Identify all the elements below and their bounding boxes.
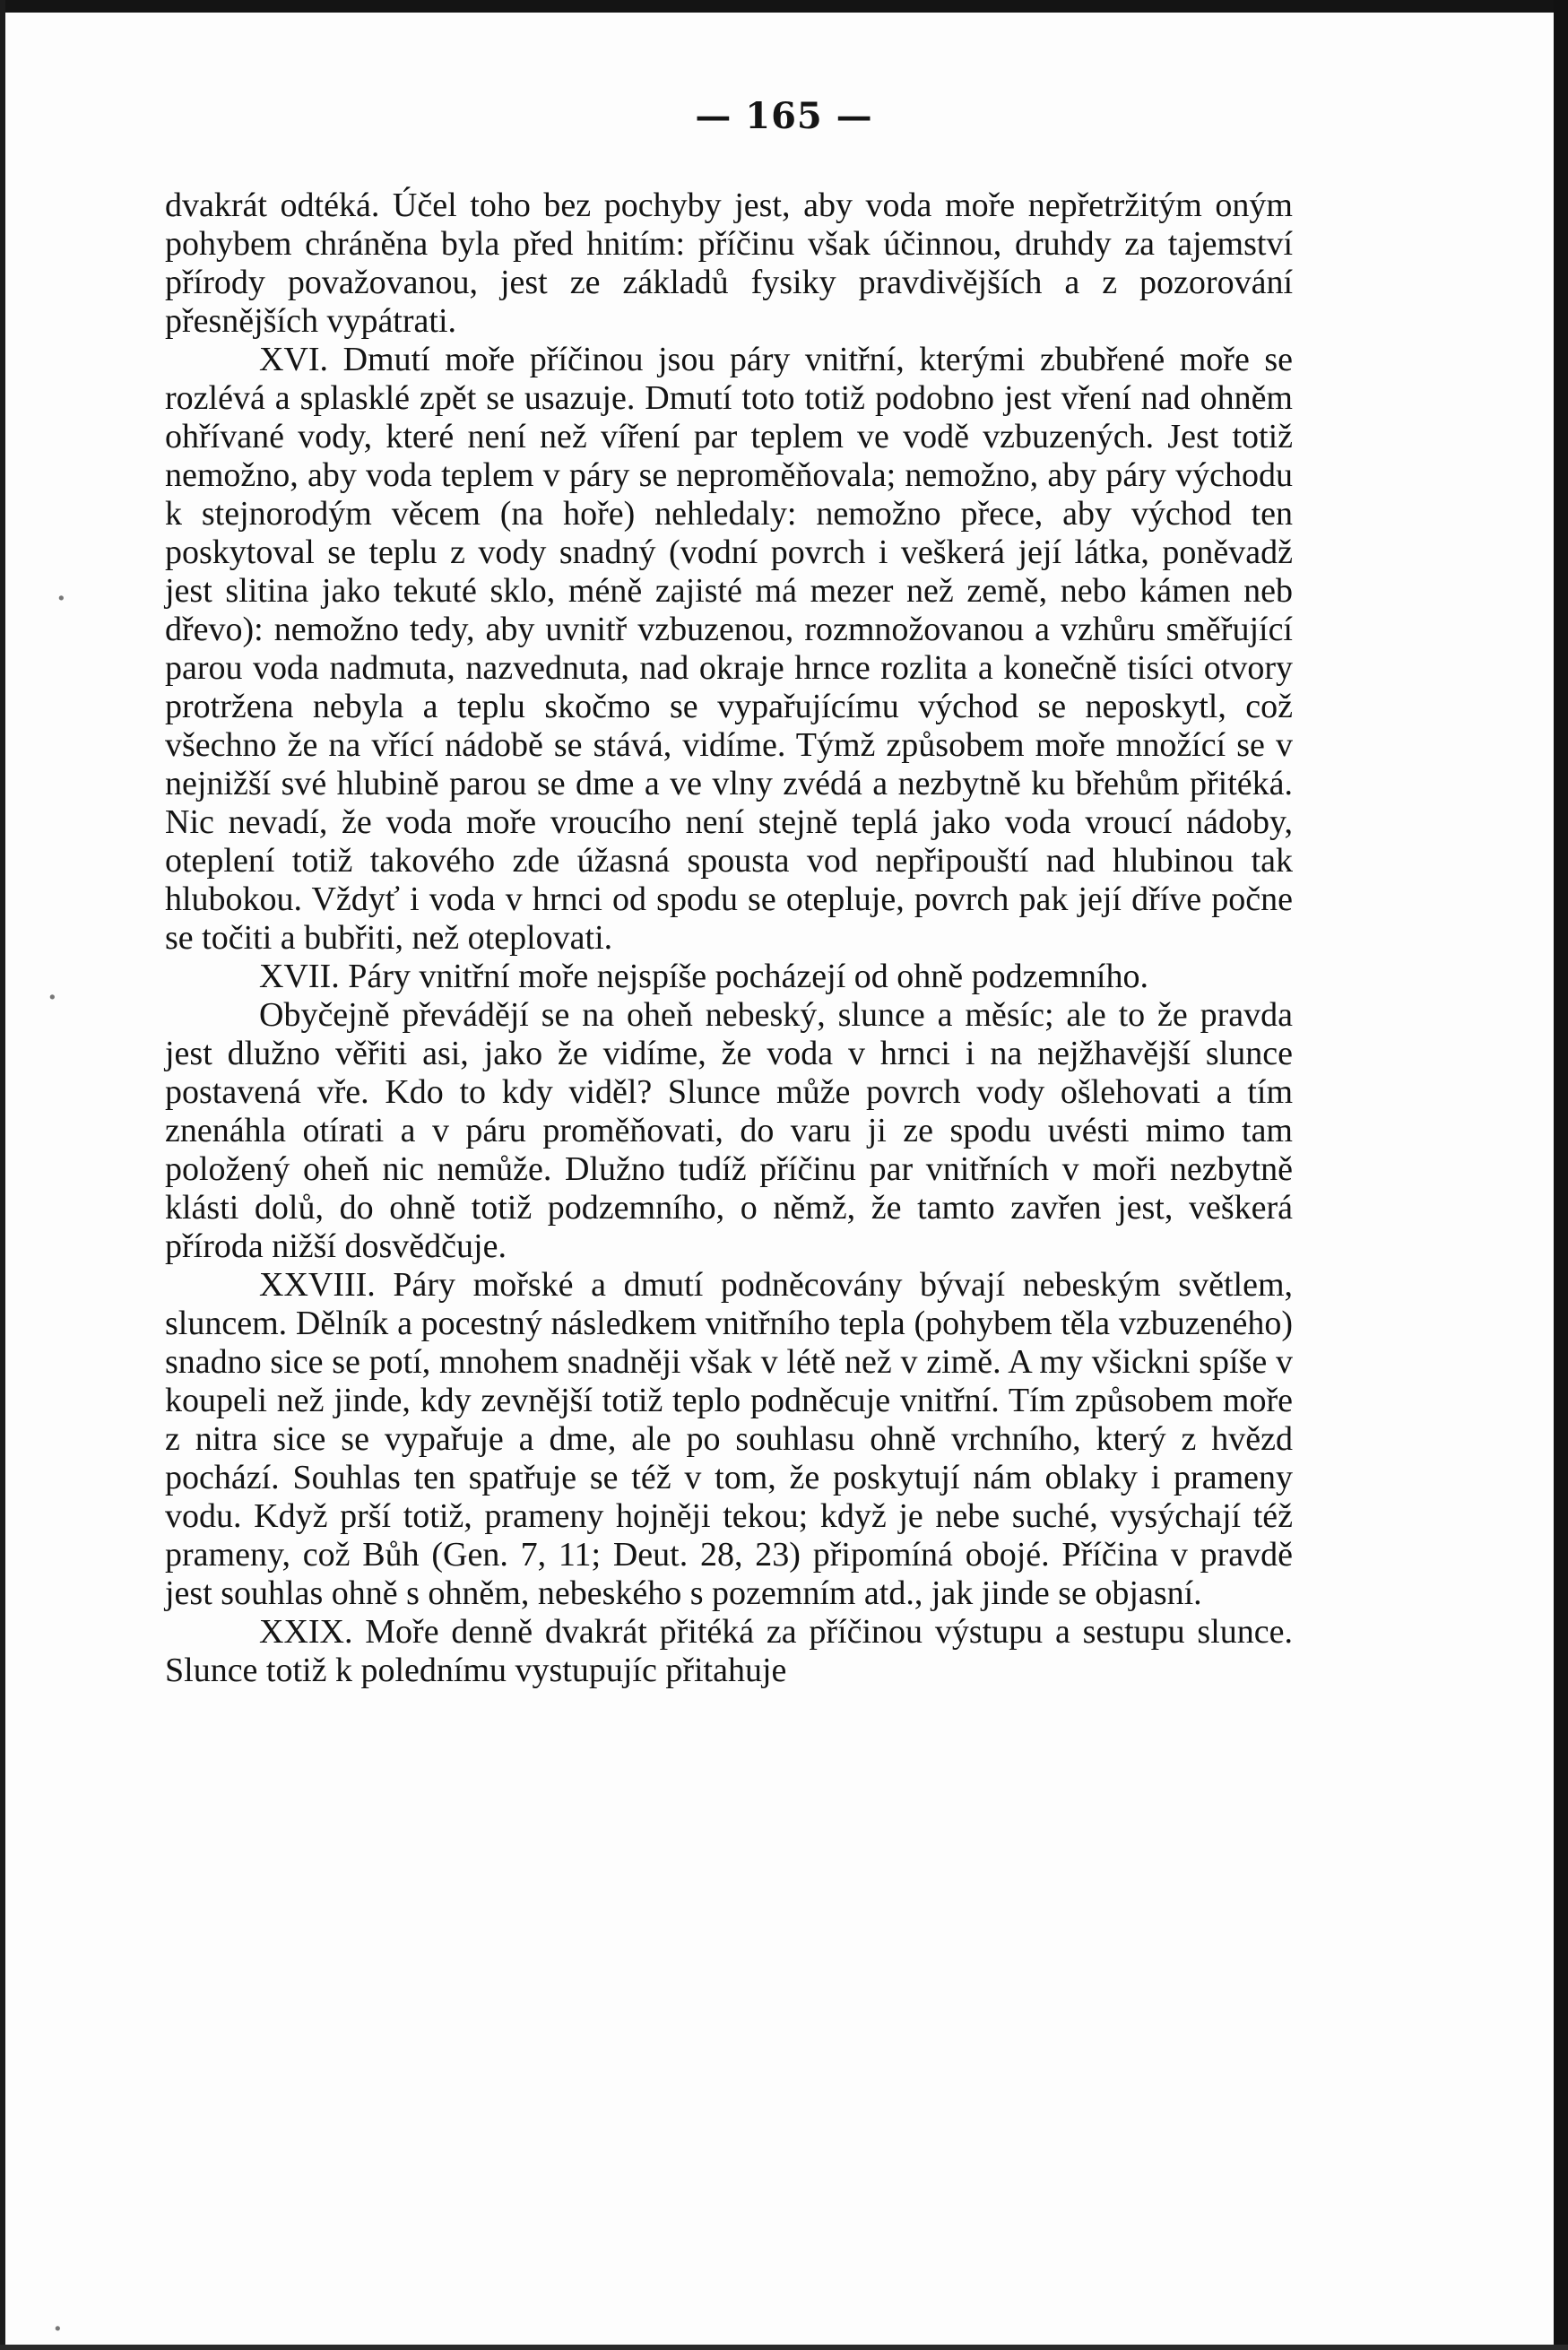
paragraph: dvakrát odtéká. Účel toho bez pochyby jest, aby voda moře nepřetržitým oným pohybem chráněna byla před hnitím: příčinu však účinnou, druhdy za tajemství přírody považovanou, jest ze základů fysiky pravdivějších a z pozorování přesnějších vypátrati. bbox=[165, 186, 1293, 340]
paragraph: XXIX. Moře denně dvakrát přitéká za příčinou výstupu a sestupu slunce. Slunce totiž k polednímu vystupujíc přitahuje bbox=[165, 1613, 1293, 1689]
scan-edge-bottom bbox=[0, 2345, 1568, 2350]
scan-edge-right bbox=[1554, 0, 1568, 2350]
scan-edge-left bbox=[0, 0, 5, 2350]
body-text bbox=[165, 186, 1293, 1690]
paragraph: XVII. Páry vnitřní moře nejspíše pocházejí od ohně podzemního. bbox=[259, 958, 1148, 995]
margin-speck: · bbox=[56, 578, 67, 620]
paragraph: XXVIII. Páry mořské a dmutí podněcovány bývají nebeským světlem, sluncem. Dělník a pocestný následkem vnitřního tepla (pohybem těla vzbuzeného) snadno sice se potí, mnohem snadněji však v létě než v zimě. A my všickni spíše v koupeli než jinde, kdy zevnější totiž teplo podněcuje vnitřní. Tím způsobem moře z nitra sice se vypařuje a dme, ale po souhlasu ohně vrchního, který z hvězd pochází. Souhlas ten spatřuje se též v tom, že poskytují nám oblaky i prameny vodu. Když prší totiž, prameny hojněji tekou; když je nebe suché, vysýchají též prameny, což Bůh (Gen. 7, 11; Deut. 28, 23) připomíná obojé. Příčina v pravdě jest souhlas ohně s ohněm, nebeského s pozemním atd., jak jinde se objasní. bbox=[165, 1266, 1293, 1612]
page-number: — 165 — bbox=[695, 95, 873, 137]
margin-speck: · bbox=[52, 2309, 64, 2350]
paragraph: Obyčejně převádějí se na oheň nebeský, slunce a měsíc; ale to že pravda jest dlužno věřiti asi, jako že vidíme, že voda v hrnci i na nejžhavější slunce postavená vře. Kdo to kdy viděl? Slunce může povrch vody ošlehovati a tím znenáhla otírati a v páru proměňovati, do varu ji ze spodu uvésti mimo tam položený oheň nic nemůže. Dlužno tudíž příčinu par vnitřních v moři nezbytně klásti dolů, do ohně totiž podzemního, o němž, že tamto zavřen jest, veškerá příroda nižší dosvědčuje. bbox=[165, 996, 1293, 1265]
scan-edge-top bbox=[0, 0, 1568, 13]
paragraph: XVI. Dmutí moře příčinou jsou páry vnitřní, kterými zbubřené moře se rozlévá a splasklé zpět se usazuje. Dmutí toto totiž podobno jest vření nad ohněm ohřívané vody, které není než víření par teplem ve vodě vzbuzených. Jest totiž nemožno, aby voda teplem v páry se neproměňovala; nemožno, aby páry východu k stejnorodým věcem (na hoře) nehledaly: nemožno přece, aby východ ten poskytoval se teplu z vody snadný (vodní povrch i veškerá její látka, poněvadž jest slitina jako tekuté sklo, méně zajisté má mezer než země, nebo kámen neb dřevo): nemožno tedy, aby uvnitř vzbuzenou, rozmnožovanou a vzhůru směřující parou voda nadmuta, nazvednuta, nad okraje hrnce rozlita a konečně tisíci otvory protržena nebyla a teplu skočmo se vypařujícímu východ se neposkytl, což všechno že na vřící nádobě se stává, vidíme. Týmž způsobem moře množící se v nejnižší své hlubině parou se dme a ve vlny zvédá a nezbytně ku břehům přitéká. Nic nevadí, že voda moře vroucího není stejně teplá jako voda vroucí nádoby, oteplení totiž takového zde úžasná spousta vod nepřipouští nad hlubinou tak hlubokou. Vždyť i voda v hrnci od spodu se otepluje, povrch pak její dříve počne se točiti a bubřiti, než oteplovati. bbox=[165, 341, 1293, 957]
margin-speck: · bbox=[47, 977, 58, 1019]
